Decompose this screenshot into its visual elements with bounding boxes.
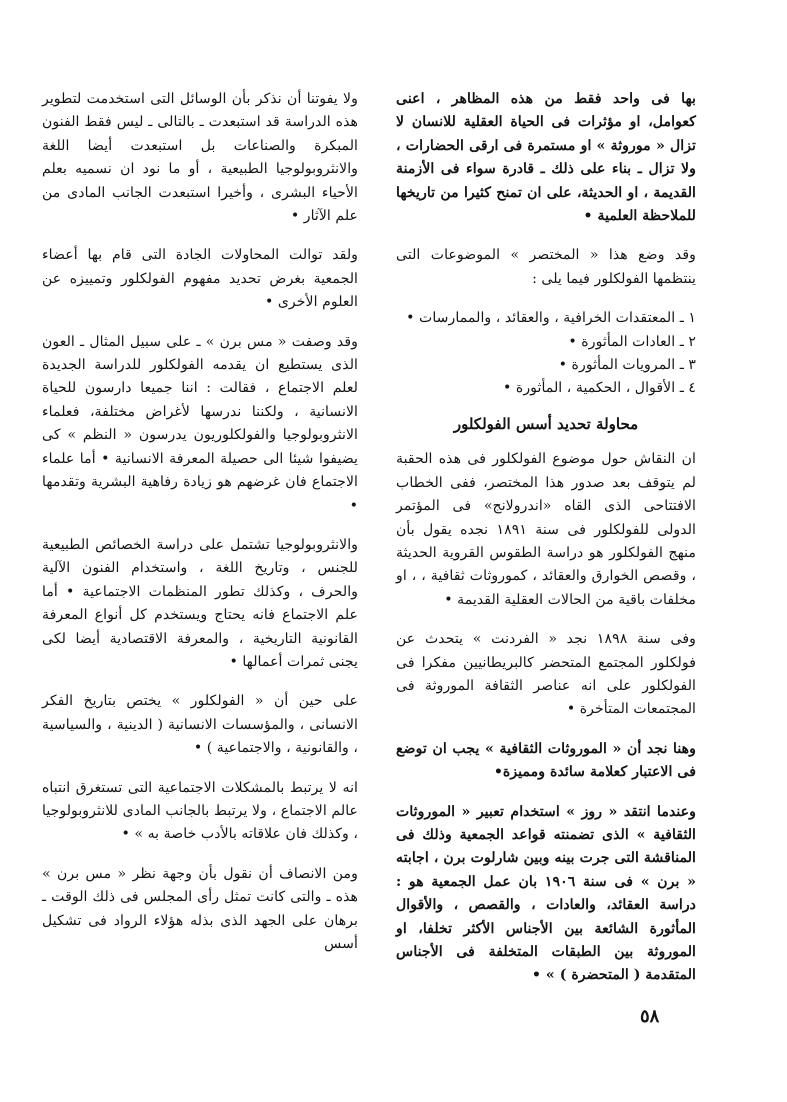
paragraph: انه لا يرتبط بالمشكلات الاجتماعية التى تستغرق انتباه عالم الاجتماع ، ولا يرتبط بالجانب المادى للانثروبولوجيا ، وكذلك فان علاقاته بالأدب خاصة به » • <box>42 779 358 843</box>
list-item: ٤ ـ الأقوال ، الحكمية ، المأثورة • <box>503 380 696 397</box>
paragraph: ولا يفوتنا أن نذكر بأن الوسائل التى استخدمت لتطوير هذه الدراسة قد استبعدت ـ بالتالى ـ ليس فقط الفنون المبكرة والصناعات بل استبعدت أيضا اللغة والانثروبولوجيا الطبيعية ، أو ما نود ان نسميه بعلم الأحياء البشرى ، وأخيرا استبعدت الجانب المادى من علم الآثار • <box>42 91 358 225</box>
paragraph: وقد وضع هذا « المختصر » الموضوعات التى ينتظمها الفولكلور فيما يلى : <box>396 247 696 287</box>
paragraph: وفى سنة ١٨٩٨ نجد « الفردنت » يتحدث عن فولكلور المجتمع المتحضر كالبريطانيين مفكرا فى الفولكلور على انه عناصر الثقافة الموروثة فى المجتمعات المتأخرة • <box>396 631 696 718</box>
page-number: ٥٨ <box>640 1006 660 1027</box>
paragraph: وقد وصفت « مس برن » ـ على سبيل المثال ـ العون الذى يستطيع ان يقدمه الفولكلور للدراسة الجديدة لعلم الاجتماع ، فقالت : اننا جميعا دارسون للحياة الانسانية ، ولكننا ندرسها لأغراض مختلفة، فعلماء الانثروبولوجيا والفولكلوريون يدرسون « النظم » كى يضيفوا شيئا الى حصيلة المعرفة الانسانية • أما علماء الاجتماع فان غرضهم هو زيادة رفاهية البشرية وتقدمها • <box>42 333 358 514</box>
paragraph: بها فى واحد فقط من هذه المظاهر ، اعنى كعوامل، او مؤثرات فى الحياة العقلية للانسان لا تزال « موروثة » او مستمرة فى ارقى الحضارات ، ولا تزال ـ بناء على ذلك ـ قادرة سواء فى الأزمنة القديمة ، او الحديثة، على ان تمنح كثيرا من تاريخها للملاحظة العلمية • <box>396 91 696 225</box>
paragraph: ولقد توالت المحاولات الجادة التى قام بها أعضاء الجمعية بغرض تحديد مفهوم الفولكلور وتمييزه عن العلوم الأخرى • <box>42 247 358 311</box>
topics-list <box>396 307 696 401</box>
paragraph: والانثروبولوجيا تشتمل على دراسة الخصائص الطبيعية للجنس ، وتاريخ اللغة ، واستخدام الفنون الآلية والحرف ، وكذلك تطور المنظمات الاجتماعية • أما علم الاجتماع فانه يحتاج ويستخدم كل أنواع المعرفة القانونية التاريخية ، والمعرفة الاقتصادية أيضا لكى يجنى ثمرات أعمالها • <box>42 536 358 670</box>
paragraph: ومن الانصاف أن نقول بأن وجهة نظر « مس برن » هذه ـ والتى كانت تمثل رأى المجلس فى ذلك الوقت ـ برهان على الجهد الذى بذله هؤلاء الرواد فى تشكيل أسس <box>42 865 358 952</box>
list-item: ١ ـ المعتقدات الخرافية ، والعقائد ، والممارسات • <box>406 310 696 327</box>
paragraph: على حين أن « الفولكلور » يختص بتاريخ الفكر الانسانى ، والمؤسسات الانسانية ( الدينية ، والسياسية ، والقانونية ، والاجتماعية ) • <box>42 693 358 757</box>
right-column <box>396 88 696 1004</box>
list-item: ٣ ـ المرويات المأثورة • <box>558 357 696 374</box>
paragraph: وعندما انتقد « روز » استخدام تعبير « الموروثات الثقافية » الذى تضمنته قواعد الجمعية وذلك فى المناقشة التى جرت بينه وبين شارلوت برن ، اجابته « برن » فى سنة ١٩٠٦ بان عمل الجمعية هو : دراسة العقائد، والعادات ، والقصص ، والأقوال المأثورة الشائعة بين الأجناس الأكثر تخلفا، او الموروثة بين الطبقات المتخلفة فى الأجناس المتقدمة ( المتحضرة ) » • <box>396 803 696 984</box>
paragraph: ان النقاش حول موضوع الفولكلور فى هذه الحقبة لم يتوقف بعد صدور هذا المختصر، ففى الخطاب الافتتاحى الذى القاه «اندرولانج» فى المؤتمر الدولى للفولكلور فى سنة ١٨٩١ نجده يقول بأن منهج الفولكلور هو دراسة الطقوس القروية الحديثة ، وقصص الخوارق والعقائد ، كموروثات ثقافية ، ، او مخلفات باقية من الحالات العقلية القديمة • <box>396 451 696 608</box>
list-item: ٢ ـ العادات المأثورة • <box>568 333 696 350</box>
left-column <box>42 88 358 972</box>
section-heading: محاولة تحديد أسس الفولكلور <box>453 414 639 433</box>
paragraph: وهنا نجد أن « الموروثات الثقافية » يجب ان توضع فى الاعتبار كعلامة سائدة ومميزة• <box>396 740 696 781</box>
